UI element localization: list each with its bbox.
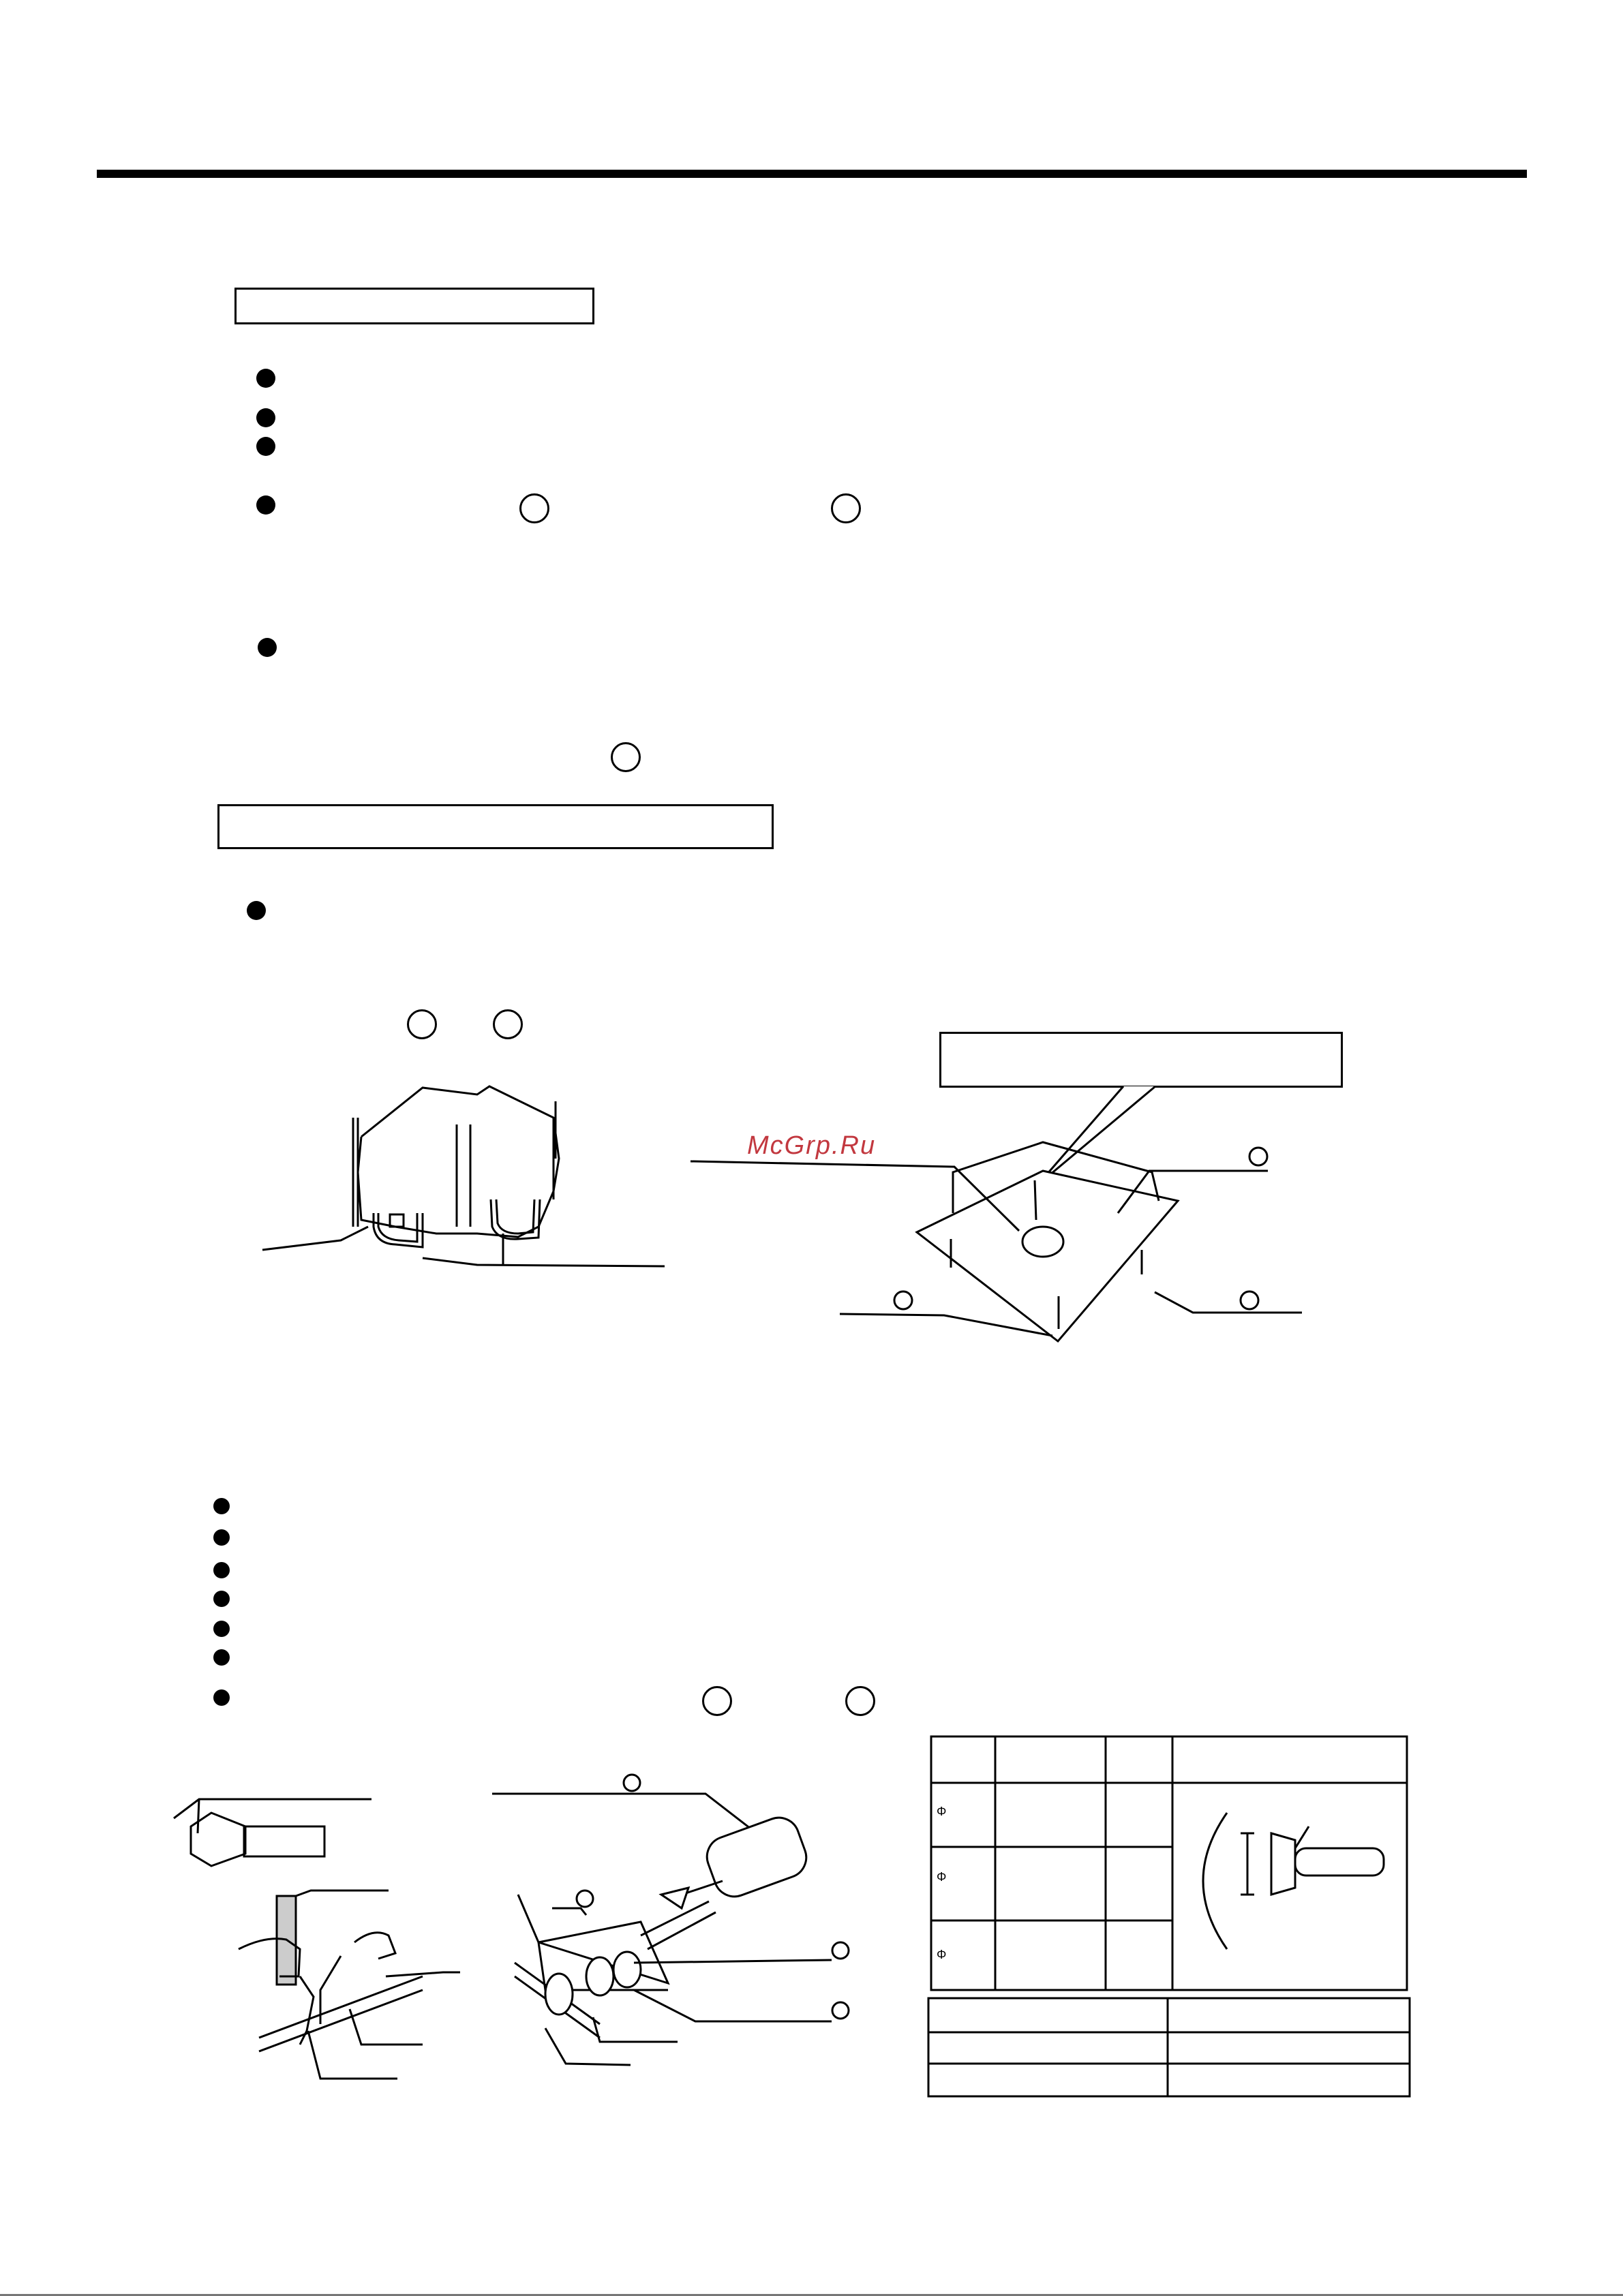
phi-symbol: Φ xyxy=(937,1805,947,1818)
phi-symbol: Φ xyxy=(937,1948,947,1961)
watermark-logo: McGrp.Ru xyxy=(747,1131,877,1160)
phi-symbol: Φ xyxy=(937,1870,947,1884)
